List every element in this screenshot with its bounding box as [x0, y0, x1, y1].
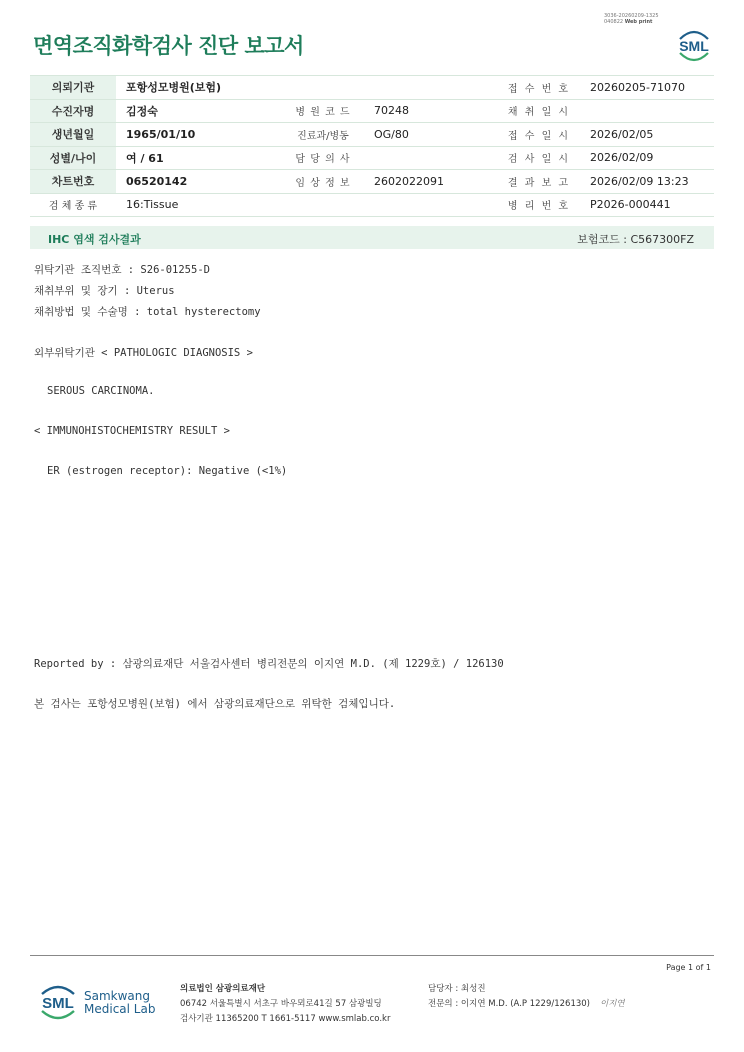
section-title: IHC 염색 검사결과 [48, 233, 141, 246]
label-hospital-code: 병 원 코 드 [282, 99, 364, 123]
collection-site-line: 채취부위 및 장기 : Uterus [34, 285, 175, 297]
table-row [30, 146, 714, 170]
consignment-note: 본 검사는 포항성모병원(보험) 에서 삼광의료재단으로 위탁한 검체입니다. [34, 698, 396, 710]
specialist-text: 전문의 : 이지연 M.D. (A.P 1229/126130) [428, 999, 590, 1009]
value-hospital-code: 70248 [364, 99, 498, 123]
footer-logo-text: SML [42, 995, 74, 1012]
value-chart-number: 06520142 [116, 170, 282, 194]
label-result-report: 결 과 보 고 [498, 170, 580, 194]
brand-line-1: Samkwang [84, 989, 150, 1003]
label-chart-number: 차트번호 [30, 170, 116, 194]
footer-sml-logo-icon [36, 980, 80, 1024]
footer-divider [30, 955, 714, 956]
value-pathology-number: P2026-000441 [580, 193, 714, 217]
organization-address: 06742 서울특별시 서초구 바우뫼로41길 57 삼광빌딩 [180, 999, 382, 1009]
signature: 이지연 [600, 999, 625, 1009]
footer-staff [428, 982, 625, 1012]
insurance-code: 보험코드 : C567300FZ [577, 233, 694, 246]
label-receipt-date: 접 수 일 시 [498, 123, 580, 147]
label-specimen-type: 검 체 종 류 [30, 193, 116, 217]
label-collection-date: 채 취 일 시 [498, 99, 580, 123]
label-sex-age: 성별/나이 [30, 146, 116, 170]
table-row [30, 193, 714, 217]
manager-line: 담당자 : 최성진 [428, 984, 486, 994]
page-number: Page 1 of 1 [666, 963, 711, 972]
footer-brand [84, 990, 155, 1016]
value-attending-doctor [364, 146, 498, 170]
specimen-id-line: 위탁기관 조직번호 : S26-01255-D [34, 264, 210, 276]
diagnosis-heading: 외부위탁기관 < PATHOLOGIC DIAGNOSIS > [34, 347, 253, 359]
value-sex-age: 여 / 61 [116, 146, 282, 170]
report-title: 면역조직화학검사 진단 보고서 [33, 34, 304, 58]
label-patient-name: 수진자명 [30, 99, 116, 123]
print-code-line [604, 19, 659, 25]
print-id: 3036-20260209-1325 [604, 13, 659, 19]
print-code: 040822 [604, 19, 624, 25]
specialist-line [428, 997, 625, 1012]
label-attending-doctor: 담 당 의 사 [282, 146, 364, 170]
value-patient-name: 김정숙 [116, 99, 282, 123]
value-requesting-institution: 포항성모병원(보험) [116, 76, 498, 100]
footer-organization [180, 982, 390, 1027]
label-birth-date: 생년월일 [30, 123, 116, 147]
value-department-ward: OG/80 [364, 123, 498, 147]
value-receipt-date: 2026/02/05 [580, 123, 714, 147]
diagnosis-text: SEROUS CARCINOMA. [47, 385, 155, 397]
label-test-date: 검 사 일 시 [498, 146, 580, 170]
brand-line-2: Medical Lab [84, 1002, 156, 1016]
value-test-date: 2026/02/09 [580, 146, 714, 170]
value-receipt-number: 20260205-71070 [580, 76, 714, 100]
value-birth-date: 1965/01/10 [116, 123, 282, 147]
value-specimen-type: 16:Tissue [116, 193, 498, 217]
table-row [30, 123, 714, 147]
value-collection-date [580, 99, 714, 123]
label-clinical-info: 임 상 정 보 [282, 170, 364, 194]
label-pathology-number: 병 리 번 호 [498, 193, 580, 217]
label-receipt-number: 접 수 번 호 [498, 76, 580, 100]
print-mode: Web print [624, 19, 653, 25]
table-row [30, 99, 714, 123]
print-meta [604, 13, 659, 25]
table-row [30, 170, 714, 194]
value-clinical-info: 2602022091 [364, 170, 498, 194]
reported-by-line: Reported by : 삼광의료재단 서울검사센터 병리전문의 이지연 M.D. (제 1229호) / 126130 [34, 658, 504, 670]
procedure-line: 채취방법 및 수술명 : total hysterectomy [34, 306, 261, 318]
organization-contact: 검사기관 11365200 T 1661-5117 www.smlab.co.kr [180, 1014, 391, 1024]
ihc-heading: < IMMUNOHISTOCHEMISTRY RESULT > [34, 425, 230, 437]
sml-logo-icon [674, 27, 714, 63]
ihc-result-header [30, 226, 714, 249]
logo-text: SML [679, 38, 709, 54]
table-row [30, 76, 714, 100]
label-department-ward: 진료과/병동 [282, 123, 364, 147]
value-result-report: 2026/02/09 13:23 [580, 170, 714, 194]
label-requesting-institution: 의뢰기관 [30, 76, 116, 100]
organization-name: 의료법인 삼광의료재단 [180, 984, 266, 994]
patient-info-table [30, 75, 714, 217]
ihc-result-text: ER (estrogen receptor): Negative (<1%) [47, 465, 288, 477]
